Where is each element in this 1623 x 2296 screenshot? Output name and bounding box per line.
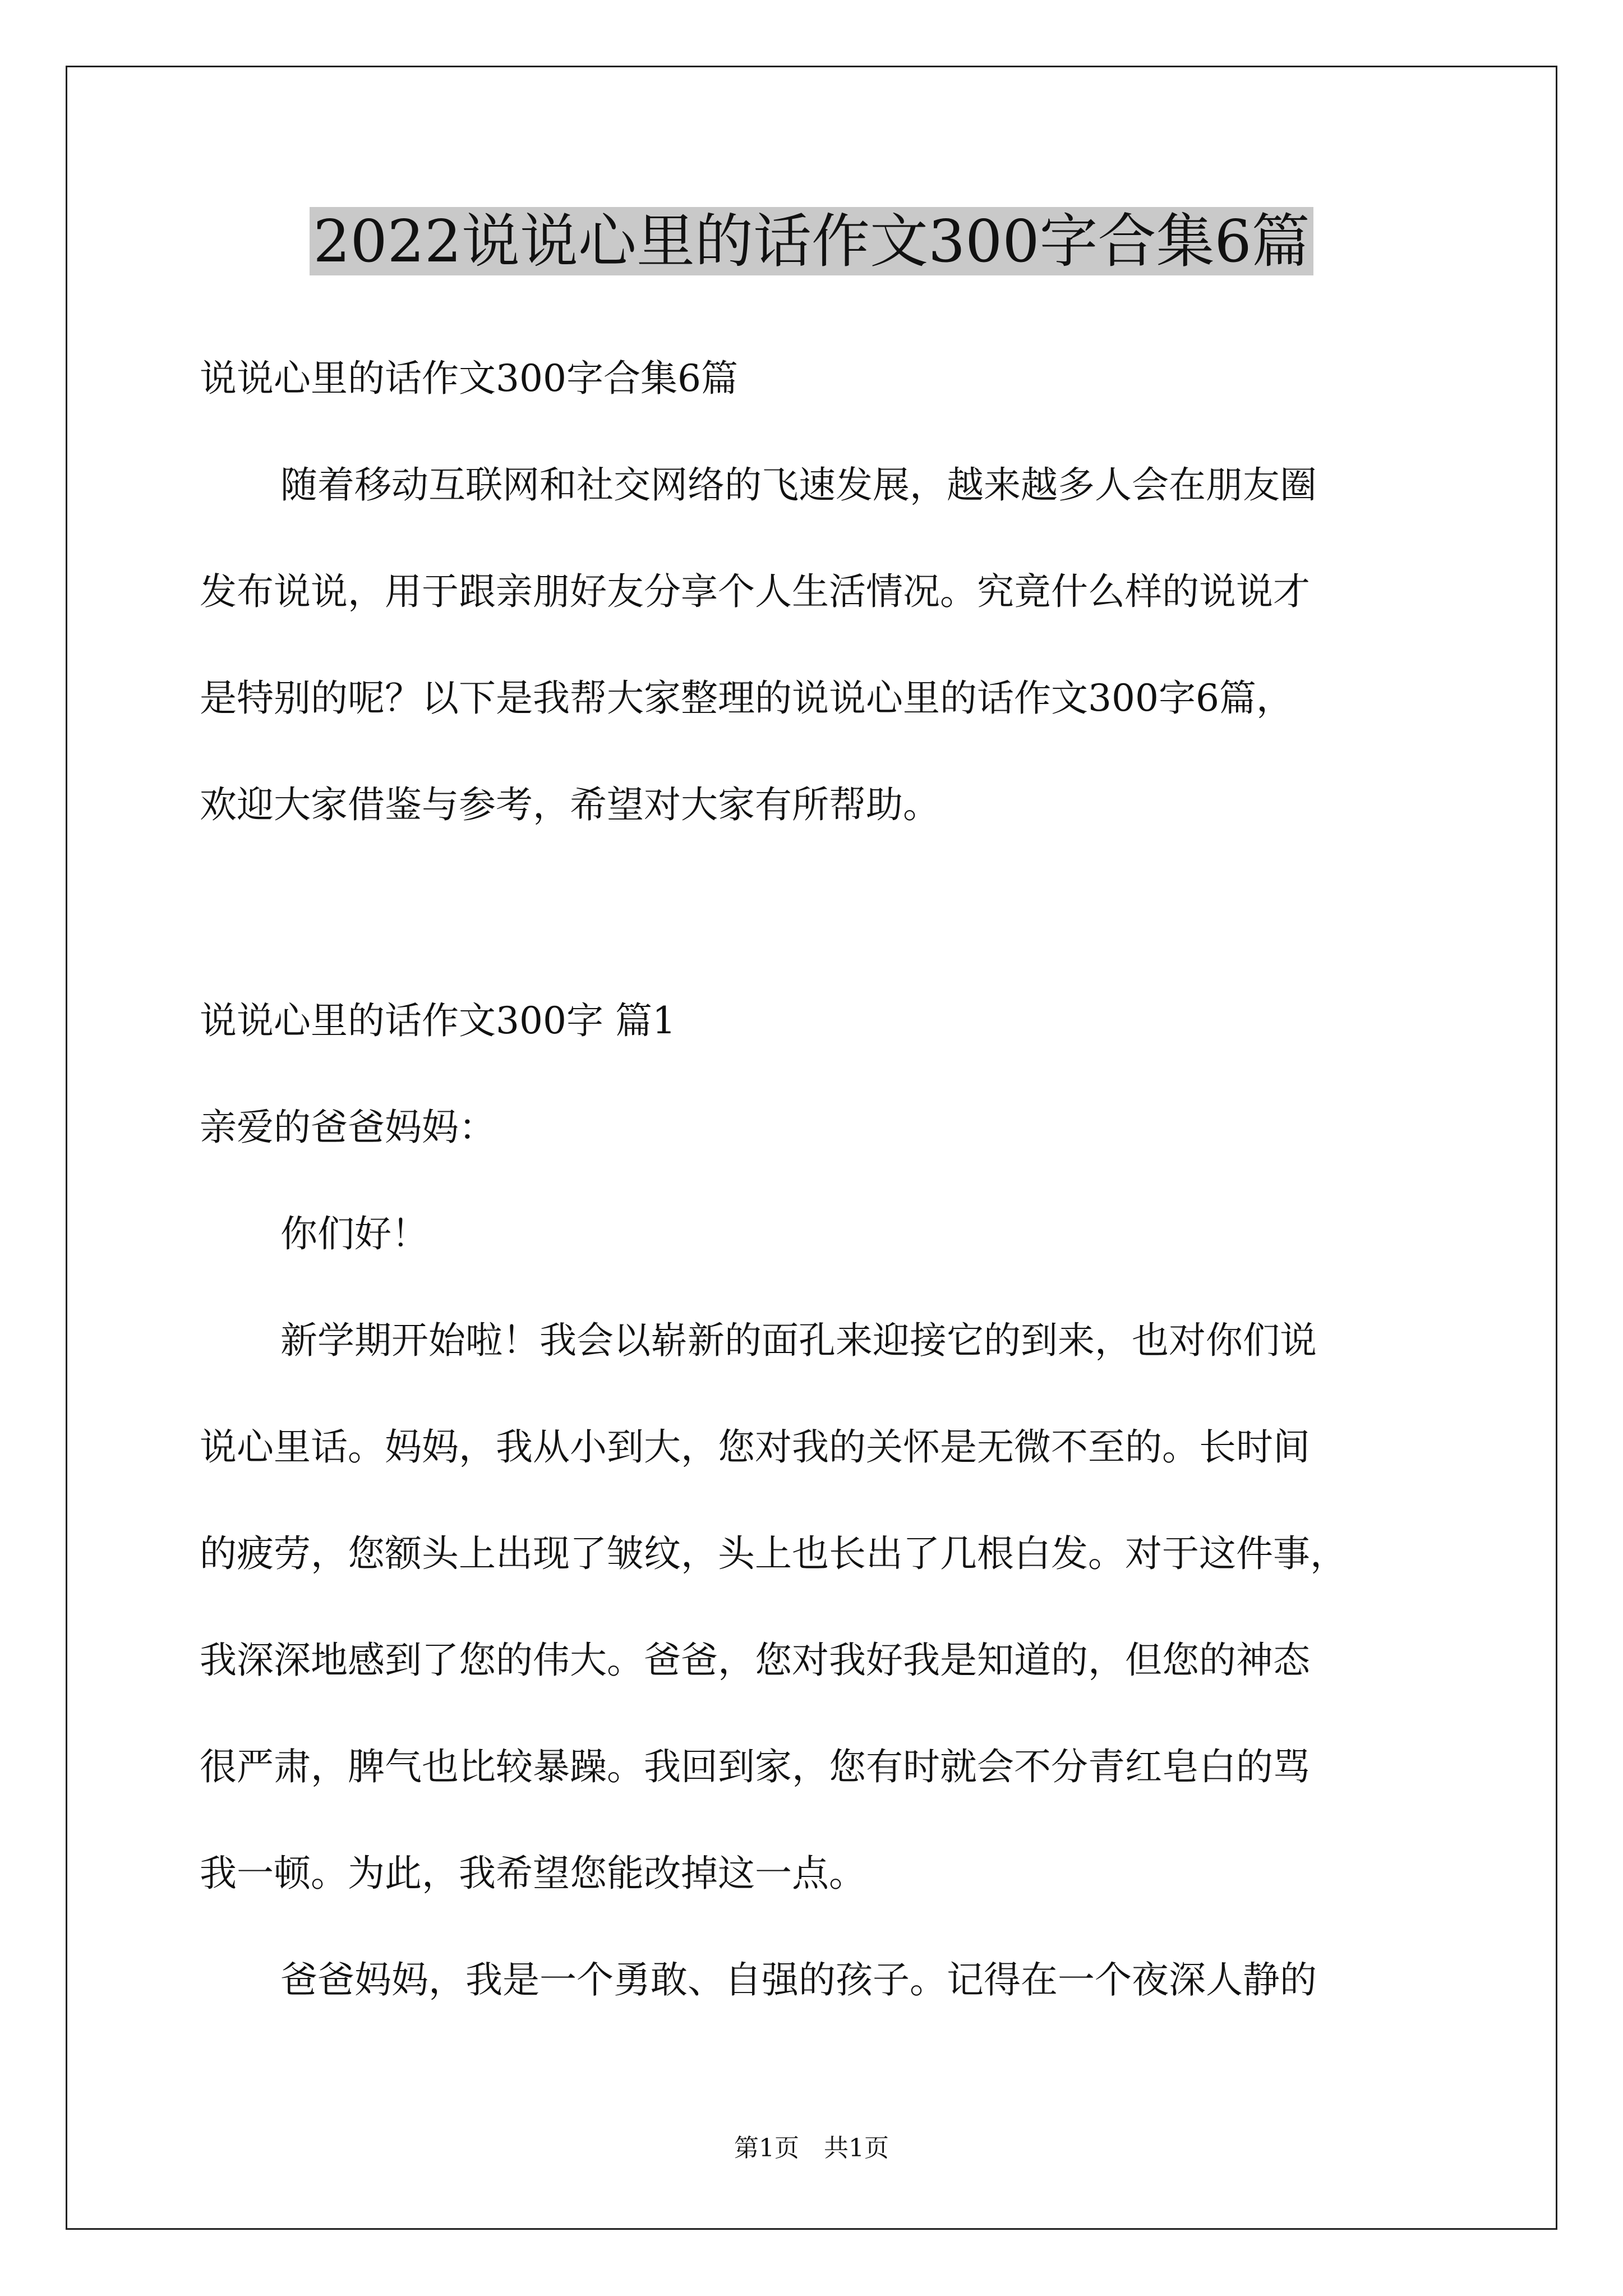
paragraph1-line-4: 我深深地感到了您的伟大。爸爸，您对我好我是知道的，但您的神态 [200,1639,1310,1682]
intro-line-3: 是特别的呢？以下是我帮大家整理的说说心里的话作文300字6篇， [200,677,1293,720]
paragraph1-line-1: 新学期开始啦！我会以崭新的面孔来迎接它的到来，也对你们说 [280,1319,1317,1362]
section-heading: 说说心里的话作文300字 篇1 [200,999,676,1042]
paragraph2-line-1: 爸爸妈妈，我是一个勇敢、自强的孩子。记得在一个夜深人静的 [280,1958,1317,2001]
greeting: 你们好！ [280,1212,428,1255]
intro-line-1: 随着移动互联网和社交网络的飞速发展，越来越多人会在朋友圈 [280,463,1317,507]
paragraph1-line-3: 的疲劳，您额头上出现了皱纹，头上也长出了几根白发。对于这件事， [200,1532,1347,1575]
paragraph1-line-5: 很严肃，脾气也比较暴躁。我回到家，您有时就会不分青红皂白的骂 [200,1745,1310,1788]
document-subtitle: 说说心里的话作文300字合集6篇 [200,357,738,400]
salutation: 亲爱的爸爸妈妈： [200,1106,496,1149]
page-number-footer: 第1页 共1页 [734,2134,889,2162]
paragraph1-line-6: 我一顿。为此，我希望您能改掉这一点。 [200,1852,866,1895]
paragraph1-line-2: 说心里话。妈妈，我从小到大，您对我的关怀是无微不至的。长时间 [200,1425,1310,1469]
document-title-text: 2022说说心里的话作文300字合集6篇 [310,207,1313,275]
document-title [0,205,1623,278]
intro-line-2: 发布说说，用于跟亲朋好友分享个人生活情况。究竟什么样的说说才 [200,570,1310,613]
intro-line-4: 欢迎大家借鉴与参考，希望对大家有所帮助。 [200,783,940,826]
